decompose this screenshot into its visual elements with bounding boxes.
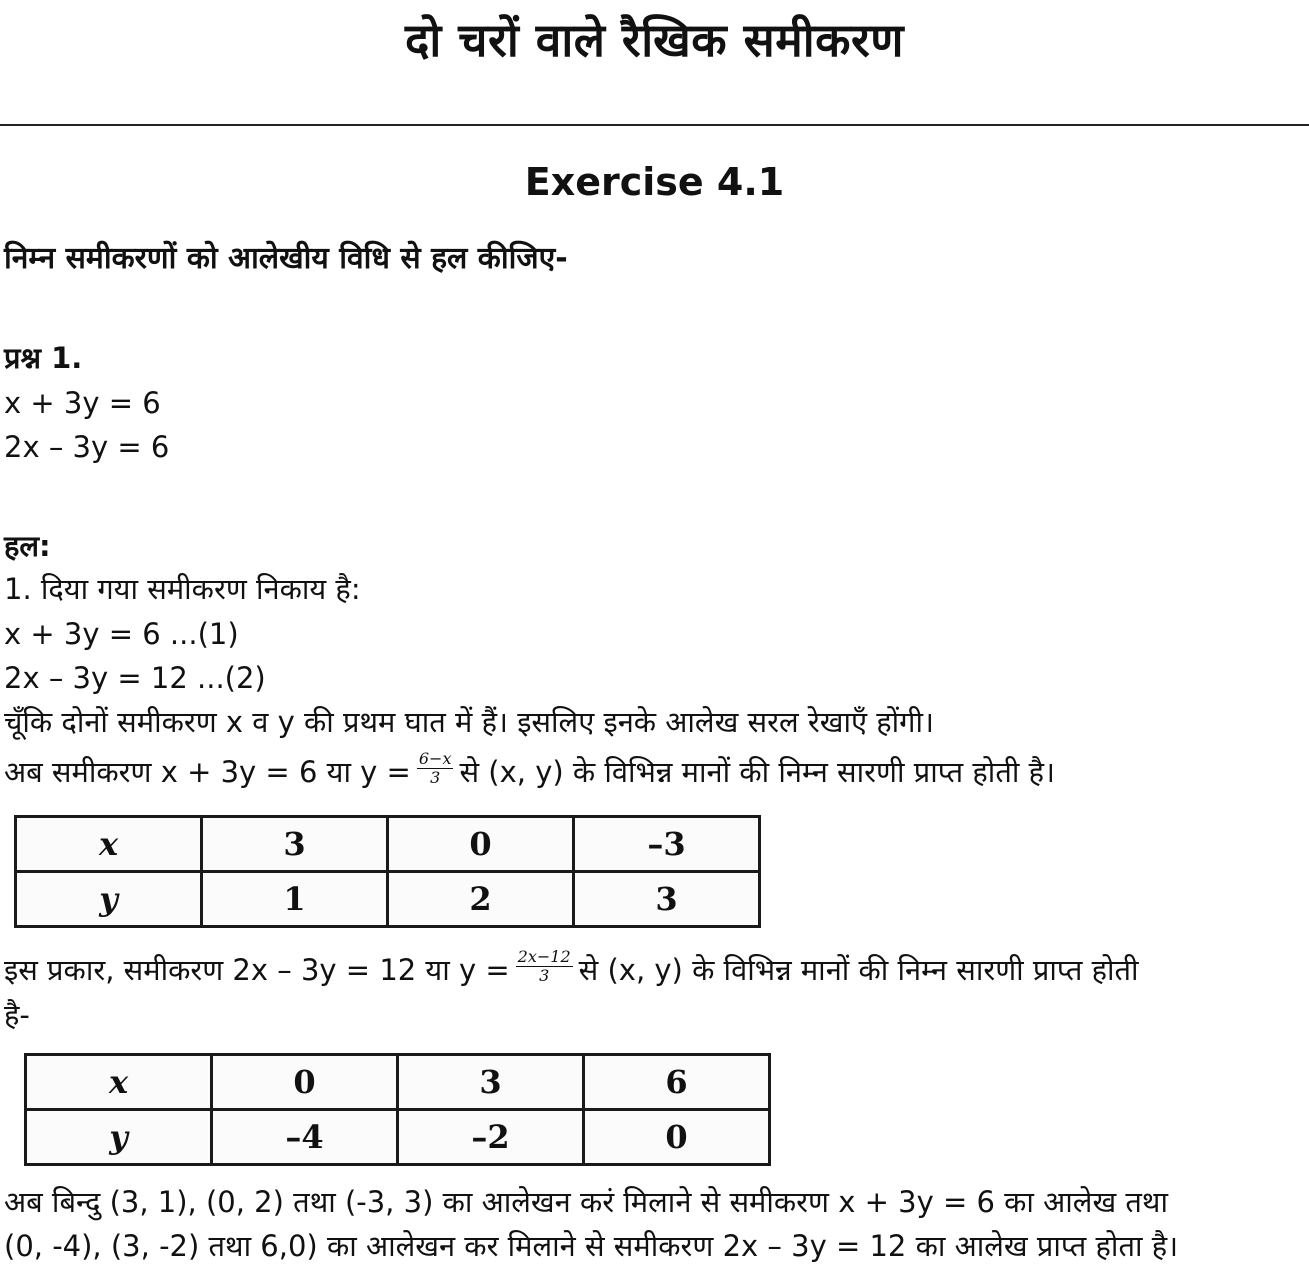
values-table-eq2 — [24, 1053, 771, 1166]
table-row-x — [16, 817, 760, 872]
table-cell-header: y — [26, 1110, 212, 1165]
table-row-x — [26, 1055, 770, 1110]
table2-intro-before: इस प्रकार, समीकरण 2x – 3y = 12 या y = — [4, 953, 510, 987]
table-cell: 0 — [584, 1110, 770, 1165]
fraction-numerator: 2x−12 — [517, 946, 571, 966]
table-cell-header: x — [26, 1055, 212, 1110]
table-cell-header: y — [16, 872, 202, 927]
conclusion-line-1: अब बिन्दु (3, 1), (0, 2) तथा (-3, 3) का आलेखन करं मिलाने से समीकरण x + 3y = 6 का आलेख तथा — [4, 1185, 1168, 1219]
table-cell: –4 — [212, 1110, 398, 1165]
table-cell: –3 — [574, 817, 760, 872]
fraction-denominator: 3 — [430, 767, 441, 787]
title-divider — [0, 124, 1309, 126]
question-label: प्रश्न 1. — [4, 341, 83, 375]
table-cell: 3 — [398, 1055, 584, 1110]
table2-intro-continuation: है- — [4, 998, 30, 1032]
table-cell-header: x — [16, 817, 202, 872]
fraction-y-eq1 — [417, 750, 454, 787]
fraction-numerator: 6−x — [418, 748, 452, 768]
solution-intro: 1. दिया गया समीकरण निकाय है: — [4, 572, 361, 606]
exercise-heading: Exercise 4.1 — [524, 160, 785, 204]
fraction-denominator: 3 — [539, 965, 550, 985]
table1-intro-before: अब समीकरण x + 3y = 6 या y = — [4, 755, 411, 789]
values-table-eq1 — [14, 815, 761, 928]
solution-equation-2: 2x – 3y = 12 ...(2) — [4, 661, 266, 695]
table-cell: 2 — [388, 872, 574, 927]
table-row-y — [26, 1110, 770, 1165]
table-cell: 0 — [212, 1055, 398, 1110]
question-equation-1: x + 3y = 6 — [4, 386, 161, 420]
table-cell: 1 — [202, 872, 388, 927]
table-cell: 3 — [202, 817, 388, 872]
table1-intro-after: से (x, y) के विभिन्न मानों की निम्न सारणी प्राप्त होती है। — [459, 755, 1055, 789]
question-equation-2: 2x – 3y = 6 — [4, 430, 170, 464]
table-cell: 6 — [584, 1055, 770, 1110]
table2-intro-after: से (x, y) के विभिन्न मानों की निम्न सारणी प्राप्त होती — [578, 953, 1139, 987]
table2-intro-line — [4, 948, 1139, 992]
instruction-text: निम्न समीकरणों को आलेखीय विधि से हल कीजिए- — [4, 241, 568, 276]
table-row-y — [16, 872, 760, 927]
table1-intro-line — [4, 750, 1055, 794]
linear-reason-text: चूँकि दोनों समीकरण x व y की प्रथम घात में हैं। इसलिए इनके आलेख सरल रेखाएँ होंगी। — [4, 705, 934, 739]
table-cell: –2 — [398, 1110, 584, 1165]
fraction-y-eq2 — [516, 948, 573, 985]
table-cell: 3 — [574, 872, 760, 927]
solution-label: हल: — [4, 529, 51, 563]
table-cell: 0 — [388, 817, 574, 872]
page-title: दो चरों वाले रैखिक समीकरण — [404, 13, 905, 67]
solution-equation-1: x + 3y = 6 ...(1) — [4, 617, 239, 651]
conclusion-line-2: (0, -4), (3, -2) तथा 6,0) का आलेखन कर मिलाने से समीकरण 2x – 3y = 12 का आलेख प्राप्त होता है। — [4, 1229, 1179, 1263]
